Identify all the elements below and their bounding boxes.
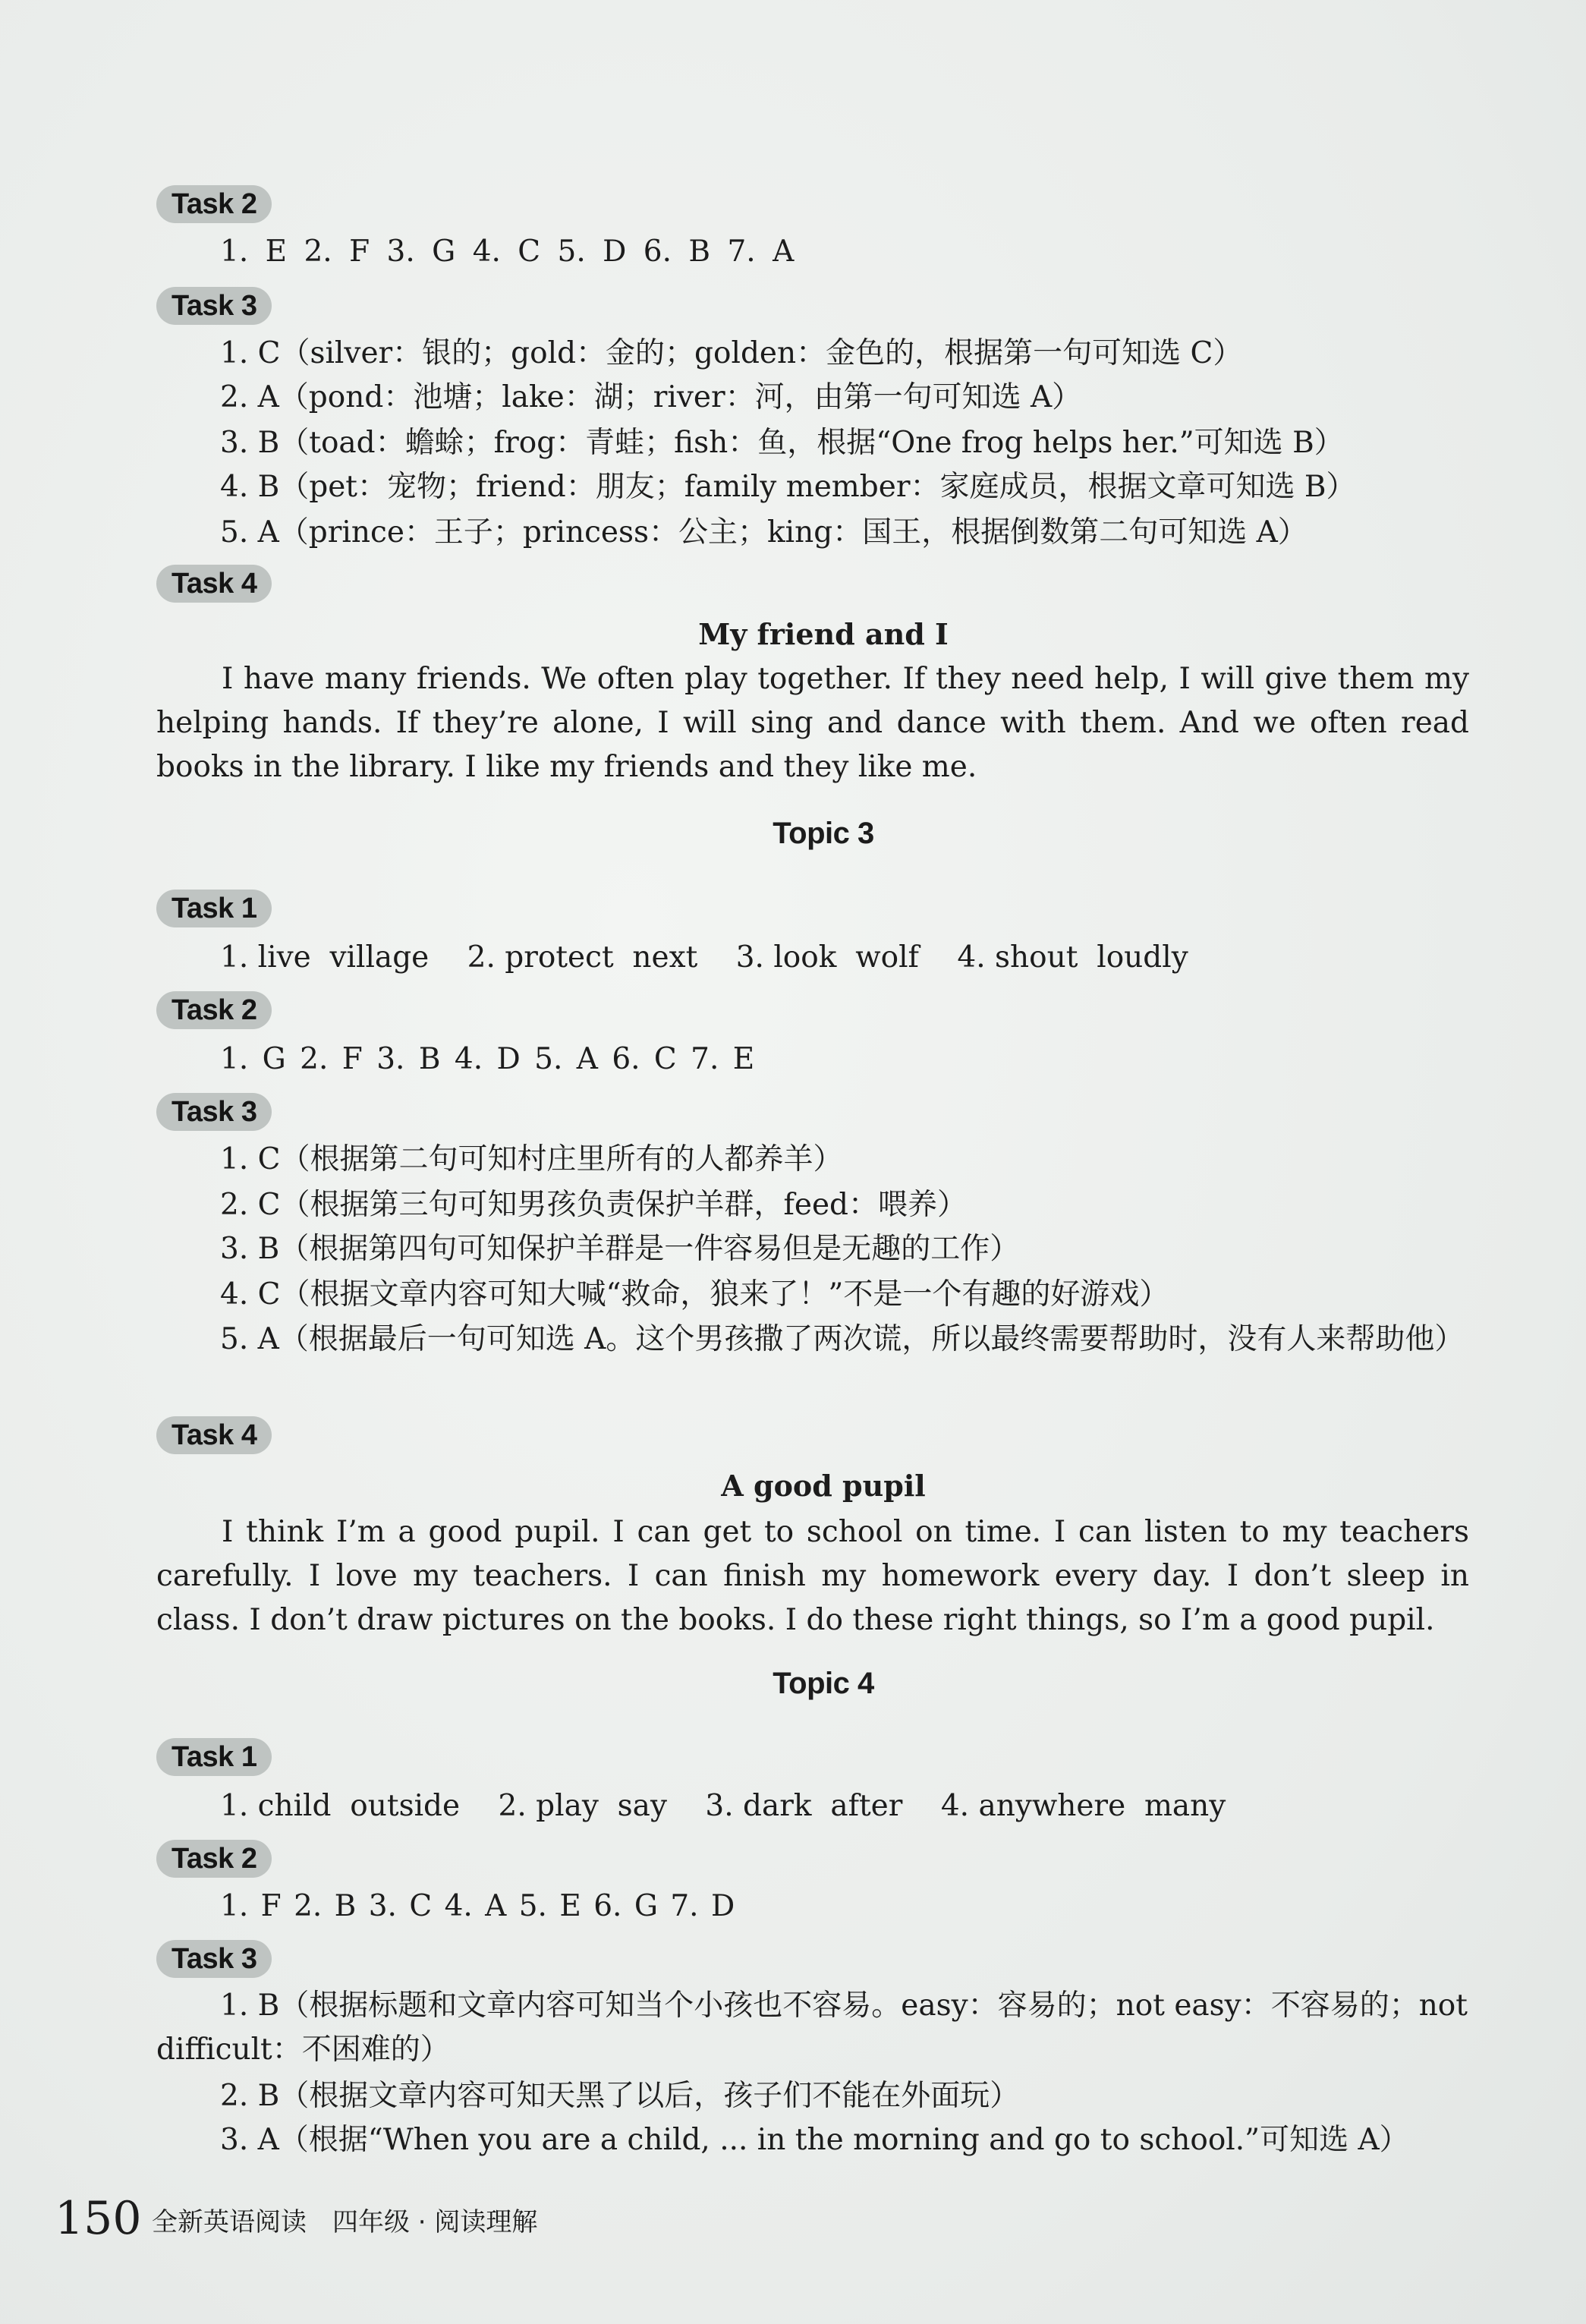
answer-item: 2. B（根据文章内容可知天黑了以后，孩子们不能在外面玩） xyxy=(220,2079,1020,2113)
task-label: Task 1 xyxy=(156,1738,272,1776)
task-label: Task 2 xyxy=(156,991,272,1029)
essay-paragraph: I think I’m a good pupil. I can get to school on time. I can listen to my teachers carefully. I love my teachers. I can finish my homework every day. I don’t sleep in class. I don’t draw pictures on the books. I do these right things, so I’m a good pupil. xyxy=(156,1515,1469,1637)
task-label: Task 2 xyxy=(156,1840,272,1878)
answer-word: next xyxy=(632,940,698,975)
task-label: Task 3 xyxy=(156,287,272,325)
book-title: 全新英语阅读 四年级 · 阅读理解 xyxy=(152,2207,538,2237)
answer-word: protect xyxy=(505,940,614,975)
task-label: Task 4 xyxy=(156,565,272,603)
answer-item: 5. A（根据最后一句可知选 A。这个男孩撒了两次谎，所以最终需要帮助时，没有人来帮助他） xyxy=(220,1322,1465,1356)
task-label: Task 4 xyxy=(156,1416,272,1454)
essay-paragraph: I have many friends. We often play together. If they need help, I will give them my helping hands. If they’re alone, I will sing and dance with them. And we often read books in the library. I like my friends and they like me. xyxy=(156,662,1469,784)
essay-title: A good pupil xyxy=(721,1469,926,1503)
answer-item: 2. A（pond：池塘；lake：湖；river：河，由第一句可知选 A） xyxy=(220,380,1082,414)
page-number: 150 xyxy=(55,2192,142,2245)
answer-word: look xyxy=(773,940,837,975)
word-answer-line: 1. live village 2. protect next 3. look wolf 4. shout loudly xyxy=(220,940,1188,975)
answer-word: wolf xyxy=(855,940,919,975)
answer-item: 4. B（pet：宠物；friend：朋友；family member：家庭成员，根据文章可知选 B） xyxy=(220,470,1356,504)
task-label: Task 1 xyxy=(156,890,272,927)
answer-line: 1. E 2. F 3. G 4. C 5. D 6. B 7. A xyxy=(220,235,795,269)
answer-word: live xyxy=(257,940,311,975)
answer-item: 1. C（silver：银的；gold：金的；golden：金色的，根据第一句可知选 C） xyxy=(220,336,1243,370)
answer-line: 1. G 2. F 3. B 4. D 5. A 6. C 7. E xyxy=(220,1042,755,1076)
answer-word: loudly xyxy=(1097,940,1188,975)
answer-word: play xyxy=(536,1789,599,1823)
task-label: Task 3 xyxy=(156,1093,272,1131)
answer-item: 3. B（toad：蟾蜍；frog：青蛙；fish：鱼，根据“One frog helps her.”可知选 B） xyxy=(220,426,1344,460)
answer-item: 1. B（根据标题和文章内容可知当个小孩也不容易。easy：容易的；not easy：不容易的；not difficult：不困难的） xyxy=(156,1989,1468,2067)
answer-item: 2. C（根据第三句可知男孩负责保护羊群，feed：喂养） xyxy=(220,1188,968,1222)
answer-word: anywhere xyxy=(978,1789,1126,1823)
answer-word: dark xyxy=(743,1789,812,1823)
answer-word: village xyxy=(329,940,430,975)
topic-heading: Topic 4 xyxy=(773,1667,874,1700)
answer-word: outside xyxy=(350,1789,461,1823)
answer-word: many xyxy=(1144,1789,1226,1823)
essay-title: My friend and I xyxy=(698,617,949,651)
answer-item: 3. A（根据“When you are a child, ... in the morning and go to school.”可知选 A） xyxy=(220,2123,1409,2157)
answer-word: after xyxy=(830,1789,903,1823)
answer-item: 5. A（prince：王子；princess：公主；king：国王，根据倒数第二句可知选 A） xyxy=(220,515,1308,550)
answer-word: shout xyxy=(995,940,1078,975)
answer-line: 1. F 2. B 3. C 4. A 5. E 6. G 7. D xyxy=(220,1889,735,1923)
topic-heading: Topic 3 xyxy=(773,817,874,850)
answer-item: 1. C（根据第二句可知村庄里所有的人都养羊） xyxy=(220,1142,843,1176)
answer-item: 4. C（根据文章内容可知大喊“救命，狼来了！”不是一个有趣的好游戏） xyxy=(220,1277,1169,1312)
word-answer-line: 1. child outside 2. play say 3. dark after 4. anywhere many xyxy=(220,1789,1226,1823)
answer-item: 3. B（根据第四句可知保护羊群是一件容易但是无趣的工作） xyxy=(220,1232,1020,1266)
task-label: Task 2 xyxy=(156,185,272,223)
answer-word: child xyxy=(257,1789,332,1823)
answer-word: say xyxy=(617,1789,667,1823)
task-label: Task 3 xyxy=(156,1940,272,1978)
